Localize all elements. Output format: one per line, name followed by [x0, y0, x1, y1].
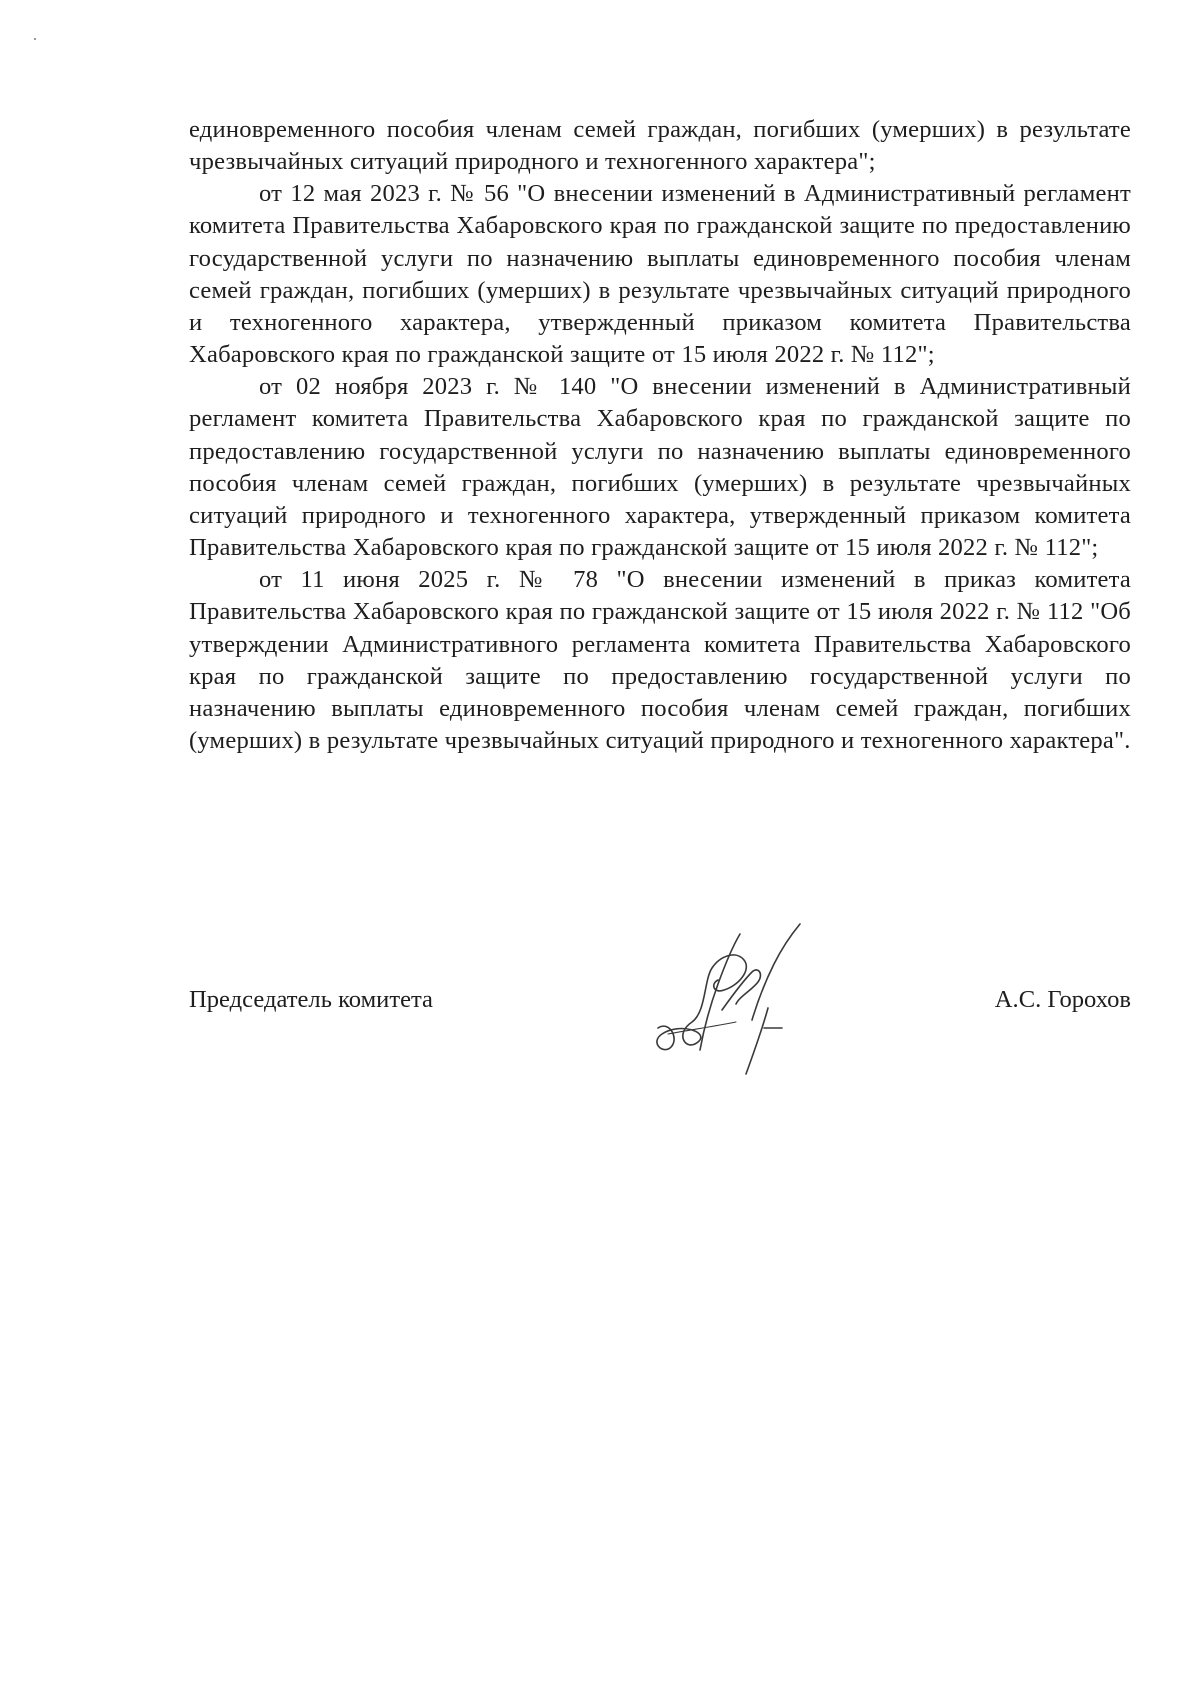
signatory-position: Председатель комитета: [189, 986, 433, 1013]
paragraph-order-78: от 11 июня 2025 г. № 78 "О внесении изменений в приказ комитета Правительства Хабаровского края по гражданской защите от 15 июля 2022 г. № 112 "Об утверждении Административного регламента комитета Правительства Хабаровского края по гражданской защите по предоставлению государственной услуги по назначению выплаты единовременного пособия членам семей граждан, погибших (умерших) в результате чрезвычайных ситуаций природного и техногенного характера".: [189, 566, 1131, 754]
paragraph-order-56: от 12 мая 2023 г. № 56 "О внесении изменений в Административный регламент комитета Правительства Хабаровского края по гражданской защите по предоставлению государственной услуги по назначению выплаты единовременного пособия членам семей граждан, погибших (умерших) в результате чрезвычайных ситуаций природного и техногенного характера, утвержденный приказом комитета Правительства Хабаровского края по гражданской защите от 15 июля 2022 г. № 112";: [189, 180, 1131, 369]
document-body: [189, 114, 1131, 757]
paragraph-order-140: от 02 ноября 2023 г. № 140 "О внесении изменений в Административный регламент комитета Правительства Хабаровского края по гражданской защите по предоставлению государственной услуги по назначению выплаты единовременного пособия членам семей граждан, погибших (умерших) в результате чрезвычайных ситуаций природного и техногенного характера, утвержденный приказом комитета Правительства Хабаровского края по гражданской защите от 15 июля 2022 г. № 112";: [189, 373, 1131, 562]
paragraph-continuation: единовременного пособия членам семей граждан, погибших (умерших) в результате чрезвычайных ситуаций природного и техногенного характера";: [189, 116, 1131, 176]
handwritten-signature: [640, 910, 830, 1080]
signatory-name: А.С. Горохов: [994, 986, 1131, 1013]
scan-artifact-dot: [34, 38, 36, 40]
